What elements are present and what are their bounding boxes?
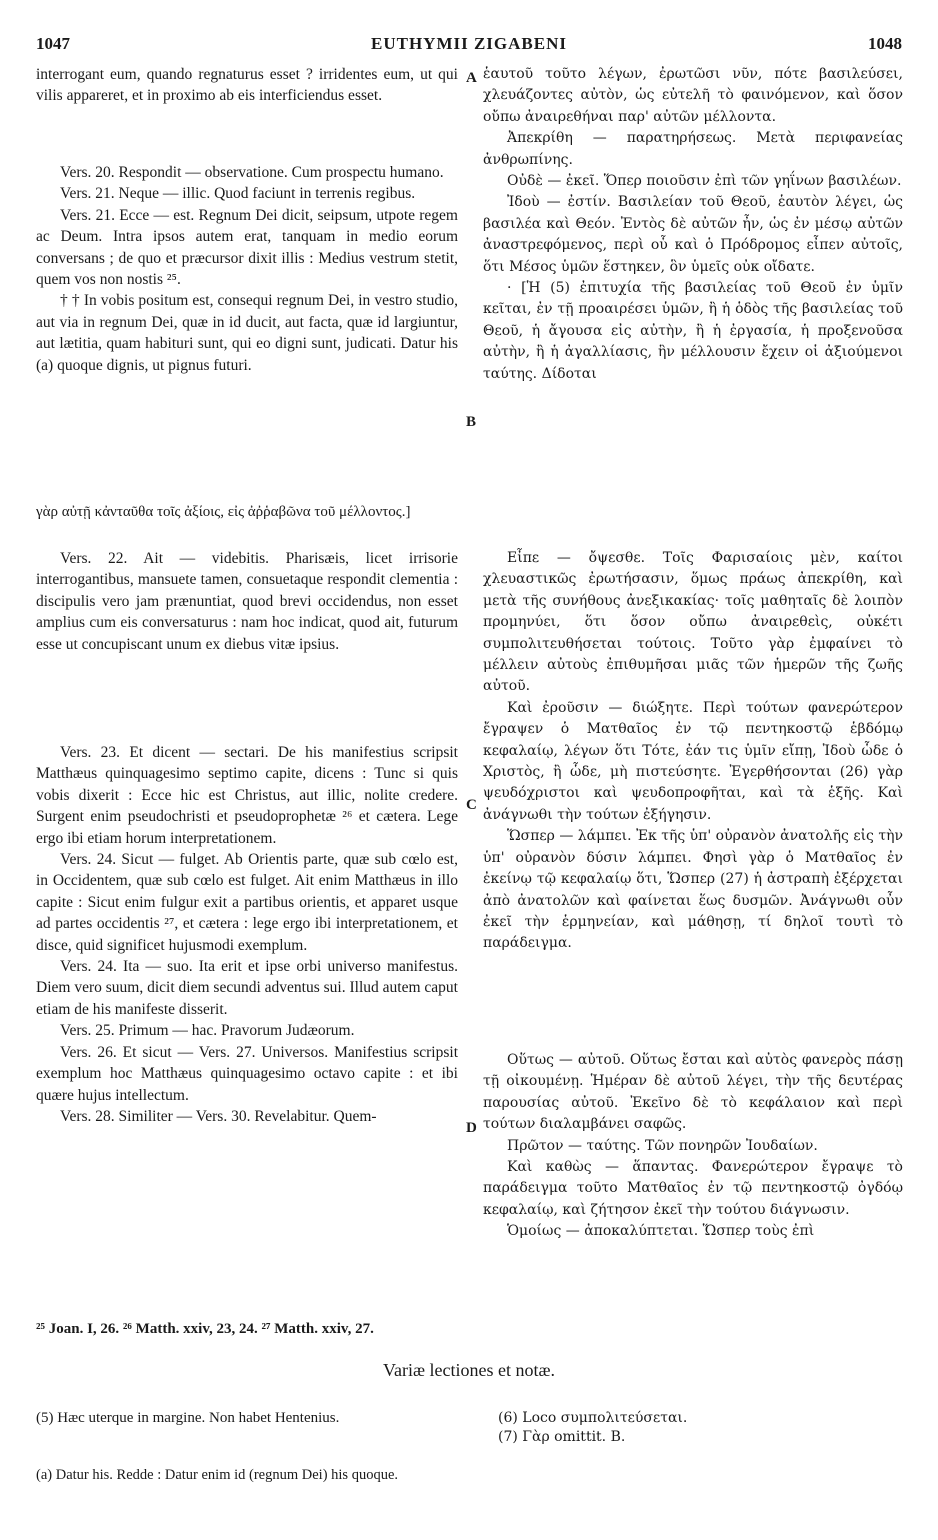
- latin-paragraph: interrogant eum, quando regnaturus esset ? irridentes eum, ut qui vilis appareret, et in proximo ab eis interficiendus esset.: [36, 66, 458, 105]
- variae-left: (5) Hæc uterque in margine. Non habet Hentenius.: [36, 1410, 340, 1426]
- latin-paragraph: Vers. 23. Et dicent — sectari. De his manifestius scripsit Matthæus quinquagesimo septimo capite, dicens : Tunc si quis vobis dixerit : Ecce hic est Christus, aut illic, nolite credere. Surgent enim pseudochristi et pseudoprophetæ ²⁶ et cætera. Lege ergo ibi etiam horum interpretationem.: [36, 744, 458, 847]
- latin-paragraph: Vers. 28. Similiter — Vers. 30. Revelabitur. Quem-: [60, 1107, 377, 1125]
- margin-letter-d: D: [466, 1120, 477, 1136]
- greek-block-1: [483, 64, 903, 385]
- greek-paragraph: Οὕτως — αὐτοῦ. Οὕτως ἔσται καὶ αὐτὸς φανερὸς πάσῃ τῇ οἰκουμένῃ. Ἡμέραν δὲ αὐτοῦ λέγει, τὴν τῆς δευτέρας παρουσίας αὐτοῦ. Ἐκεῖνο δὲ τὸ κεφάλαιον καὶ περὶ τούτων διαλαμβάνει σαφῶς.: [483, 1052, 903, 1133]
- greek-paragraph: Ἀπεκρίθη — παρατηρήσεως. Μετὰ περιφανείας ἀνθρωπίνης.: [483, 130, 903, 168]
- greek-block-3: [483, 1050, 903, 1243]
- margin-letter-a: A: [466, 70, 477, 86]
- latin-paragraph: Vers. 22. Ait — videbitis. Pharisæis, licet irrisorie interrogantibus, mansuete tamen, consuetaque respondit clementia : discipulis vero jam prænuntiat, quod brevi occidendus, non esset amplius cum eis conversaturus : nam hoc indicat, quod ait, futurum esse ut concupiscant unum ex diebus vitæ ipsius.: [36, 550, 458, 653]
- greek-paragraph: Ὁμοίως — ἀποκαλύπτεται. Ὥσπερ τοὺς ἐπὶ: [507, 1223, 815, 1240]
- variae-title: Variæ lectiones et notæ.: [383, 1360, 555, 1380]
- variae-right: [498, 1409, 898, 1447]
- greek-paragraph: Ὥσπερ — λάμπει. Ἐκ τῆς ὑπ' οὐρανὸν ἀνατολῆς εἰς τὴν ὑπ' οὐρανὸν δύσιν λάμπει. Φησὶ γὰρ ὁ Ματθαῖος ἐν ἐκείνῳ τῷ κεφαλαίῳ ὅτι, Ὥσπερ (27) ἡ ἀστραπὴ ἐξέρχεται ἀπὸ ἀνατολῶν καὶ φαίνεται ἕως δυσμῶν. Ἀνάγνωθι οὖν ἐκεῖ τὴν ἑρμηνείαν, καὶ μάθησῃ, τί δηλοῖ τουτὶ τὸ παράδειγμα.: [483, 828, 903, 952]
- latin-paragraph: Vers. 21. Neque — illic. Quod faciunt in terrenis regibus.: [60, 185, 416, 203]
- running-title: EUTHYMII ZIGABENI: [370, 34, 567, 53]
- greek-paragraph: Εἶπε — ὄψεσθε. Τοῖς Φαρισαίοις μὲν, καίτοι χλευαστικῶς ἐρωτήσασιν, ὅμως πράως ἀπεκρίθη, καὶ μετὰ τῆς συνήθους ἀνεξικακίας· τοῖς μαθηταῖς δὲ λοιπὸν προμηνύει, ὅτι ὅσον οὔπω ἀναιρεθεὶς, οὐκέτι συμπολιτευθήσεται τούτοις. Τοῦτο γὰρ ἐμφαίνει τὸ μέλλειν αὐτοὺς ἐπιθυμῆσαι μιᾶς τῶν ἡμερῶν τῆς ζωῆς αὐτοῦ.: [483, 550, 903, 695]
- page-header: [36, 34, 902, 60]
- latin-block-4: [36, 742, 458, 1127]
- latin-paragraph: † † In vobis positum est, consequi regnum Dei, in vestro studio, aut via in regnum Dei, quæ in id ducit, aut facta, quæ id largiuntur, aut lætitia, quam habituri sunt, qui eo digni sunt, judicati. Datur his (a) quoque dignis, ut pignus futuri.: [36, 292, 458, 374]
- page-number-left: 1047: [36, 34, 70, 53]
- greek-paragraph: Πρῶτον — ταύτης. Τῶν πονηρῶν Ἰουδαίων.: [507, 1137, 818, 1154]
- page-number-right: 1048: [868, 34, 902, 53]
- bridge-line: γὰρ αὐτῇ κἀνταῦθα τοῖς ἀξίοις, εἰς ἀῤῥαβῶνα τοῦ μέλλοντος.]: [36, 504, 411, 520]
- greek-paragraph: Ἰδοὺ — ἐστίν. Βασιλείαν τοῦ Θεοῦ, ἑαυτὸν λέγει, ὡς βασιλέα καὶ Θεόν. Ἐντὸς δὲ αὐτῶν ἦν, ὡς ἐν μέσῳ αὐτῶν ἀναστρεφόμενος, περὶ οὗ καὶ ὁ Πρόδρομος εἶπεν αὐτοῖς, ὅτι Μέσος ὑμῶν ἕστηκεν, ὃν ὑμεῖς οὐκ οἴδατε.: [483, 194, 903, 275]
- latin-block-2: [36, 162, 458, 376]
- latin-paragraph: Vers. 24. Sicut — fulget. Ab Orientis parte, quæ sub cœlo est, in Occidentem, quæ sub cœlo est fulget. Ait enim Matthæus in illo capite : Sicut enim fulgur exit a partibus orientis, et apparet usque ad partes occidentis ²⁷, et cætera : lege ergo ibi interpretationem, et disce, quid significet hujusmodi exemplum.: [36, 851, 458, 954]
- latin-paragraph: Vers. 25. Primum — hac. Pravorum Judæorum.: [60, 1022, 355, 1040]
- greek-paragraph: · [Ἡ (5) ἐπιτυχία τῆς βασιλείας τοῦ Θεοῦ ἐν ὑμῖν κεῖται, ἐν τῇ προαιρέσει ὑμῶν, ἢ ἡ ὁδὸς τῆς βασιλείας τοῦ Θεοῦ, ἡ ἄγουσα εἰς αὐτὴν, ἢ ἡ ἐργασία, ἡ προξενοῦσα αὐτὴν, ἢ ἡ ἀγαλλίασις, ἣν μέλλουσιν ἔχειν οἱ ἀξιούμενοι ταύτης. Δίδοται: [483, 280, 903, 382]
- latin-block-1: [36, 64, 458, 107]
- latin-paragraph: Vers. 21. Ecce — est. Regnum Dei dicit, seipsum, utpote regem ac Deum. Intra ipsos autem erat, tanquam in medio eorum conversans ; de quo et præcursor dixit illis : Medius vestrum stetit, quem vos non nostis ²⁵.: [36, 206, 458, 289]
- variae-note-7: (7) Γὰρ omittit. B.: [498, 1429, 626, 1445]
- variae-note-6: (6) Loco συμπολιτεύσεται.: [498, 1410, 688, 1426]
- margin-letter-c: C: [466, 797, 477, 813]
- latin-block-3: [36, 548, 458, 655]
- note-a: (a) Datur his. Redde : Datur enim id (regnum Dei) his quoque.: [36, 1467, 399, 1483]
- greek-paragraph: Καὶ ἐροῦσιν — διώξητε. Περὶ τούτων φανερώτερον ἔγραψεν ὁ Ματθαῖος ἐν τῷ πεντηκοστῷ ἑβδόμῳ κεφαλαίῳ, λέγων ὅτι Τότε, ἐάν τις ὑμῖν εἴπῃ, Ἰδοὺ ὧδε ὁ Χριστὸς, ἢ ὧδε, μὴ πιστεύσητε. Ἐγερθήσονται (26) γὰρ ψευδόχριστοι καὶ ψευδοπροφῆται, καὶ τὰ ἑξῆς. Καὶ ἀνάγνωθι τὴν τούτων ἐξήγησιν.: [483, 699, 903, 823]
- margin-letter-b: B: [466, 414, 477, 430]
- greek-block-2: [483, 548, 903, 955]
- greek-paragraph: ἑαυτοῦ τοῦτο λέγων, ἐρωτῶσι νῦν, πότε βασιλεύσει, χλευάζοντες αὐτὸν, ὡς εὐτελῆ τὸ φαινόμενον, καὶ ὅσον οὔπω ἀναιρεθήναι παρ' αὐτῶν μέλλοντα.: [483, 66, 903, 125]
- latin-paragraph: Vers. 26. Et sicut — Vers. 27. Universos. Manifestius scripsit exemplum hoc Matthæus quinquagesimo octavo capite : et ibi quære hujus intellectum.: [36, 1043, 458, 1104]
- footnotes: ²⁵ Joan. I, 26. ²⁶ Matth. xxiv, 23, 24. ²⁷ Matth. xxiv, 27.: [36, 1321, 374, 1337]
- latin-paragraph: Vers. 20. Respondit — observatione. Cum prospectu humano.: [60, 164, 444, 181]
- greek-paragraph: Καὶ καθὼς — ἅπαντας. Φανερώτερον ἔγραψε τὸ παράδειγμα τοῦτο Ματθαῖος ἐν τῷ πεντηκοστῷ ὀγδόῳ κεφαλαίῳ, καὶ ζήτησον ἐκεῖ τὴν τούτου διάγνωσιν.: [483, 1159, 903, 1218]
- latin-paragraph: Vers. 24. Ita — suo. Ita erit et ipse orbi universo manifestus. Diem vero suum, dicit diem secundi adventus sui. Illud autem caput etiam de his manifeste disserit.: [36, 958, 458, 1018]
- greek-paragraph: Οὐδὲ — ἐκεῖ. Ὅπερ ποιοῦσιν ἐπὶ τῶν γηΐνων βασιλέων.: [507, 173, 902, 190]
